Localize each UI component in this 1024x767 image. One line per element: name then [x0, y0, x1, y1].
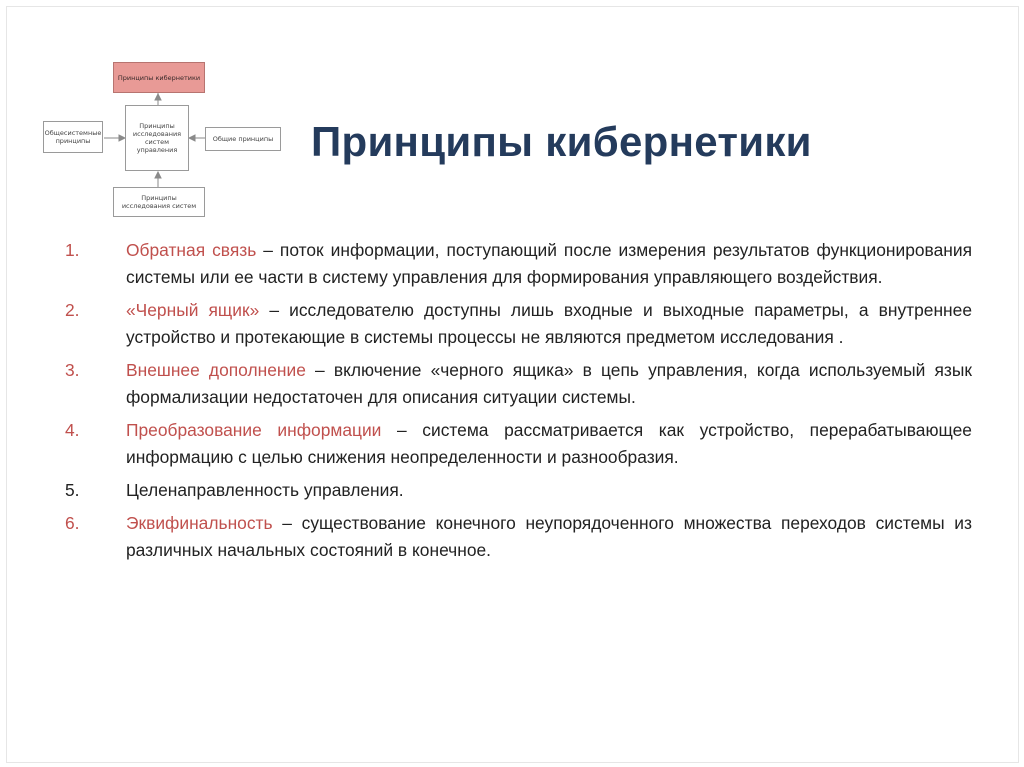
list-item: [65, 357, 972, 411]
item-text: – исследователю доступны лишь входные и выходные параметры, а внутреннее устройство и протекающие в системы процессы не являются предметом исследования .: [126, 300, 973, 347]
item-term: Обратная связь: [126, 240, 257, 260]
item-text: Целенаправленность управления.: [126, 480, 404, 500]
list-item: [65, 510, 972, 564]
list-item: [65, 477, 972, 504]
item-number: 3.: [65, 360, 80, 380]
list-item: [65, 237, 972, 291]
diagram-box-right: Общие принципы: [205, 127, 281, 151]
item-number: 2.: [65, 300, 80, 320]
item-text: – существование конечного неупорядоченного множества переходов системы из различных начальных состояний в конечное.: [126, 513, 972, 560]
item-term: «Черный ящик»: [126, 300, 260, 320]
item-number: 5.: [65, 480, 80, 500]
list-item: [65, 417, 972, 471]
item-term: Внешнее дополнение: [126, 360, 306, 380]
item-number: 4.: [65, 420, 80, 440]
item-text: – поток информации, поступающий после измерения результатов функционирования системы или ее части в систему управления для формирования управляющего воздействия.: [126, 240, 972, 287]
item-term: Преобразование информации: [126, 420, 382, 440]
principles-diagram: [7, 7, 274, 227]
diagram-box-left: Общесистемные принципы: [43, 121, 103, 153]
diagram-box-bottom: Принципы исследования систем: [113, 187, 205, 217]
item-text: – система рассматривается как устройство, перерабатывающее информацию с целью снижения неопределенности и разнообразия.: [126, 420, 972, 467]
diagram-box-top: Принципы кибернетики: [113, 62, 205, 93]
diagram-box-center: Принципы исследования систем управления: [125, 105, 189, 171]
item-number: 6.: [65, 513, 80, 533]
item-text: – включение «черного ящика» в цепь управления, когда используемый язык формализации недостаточен для описания ситуации системы.: [126, 360, 972, 407]
item-number: 1.: [65, 240, 80, 260]
item-term: Эквифинальность: [126, 513, 273, 533]
list-item: [65, 297, 972, 351]
slide-title: Принципы кибернетики: [311, 118, 812, 165]
slide: [6, 6, 1019, 763]
principles-list: [65, 237, 972, 570]
